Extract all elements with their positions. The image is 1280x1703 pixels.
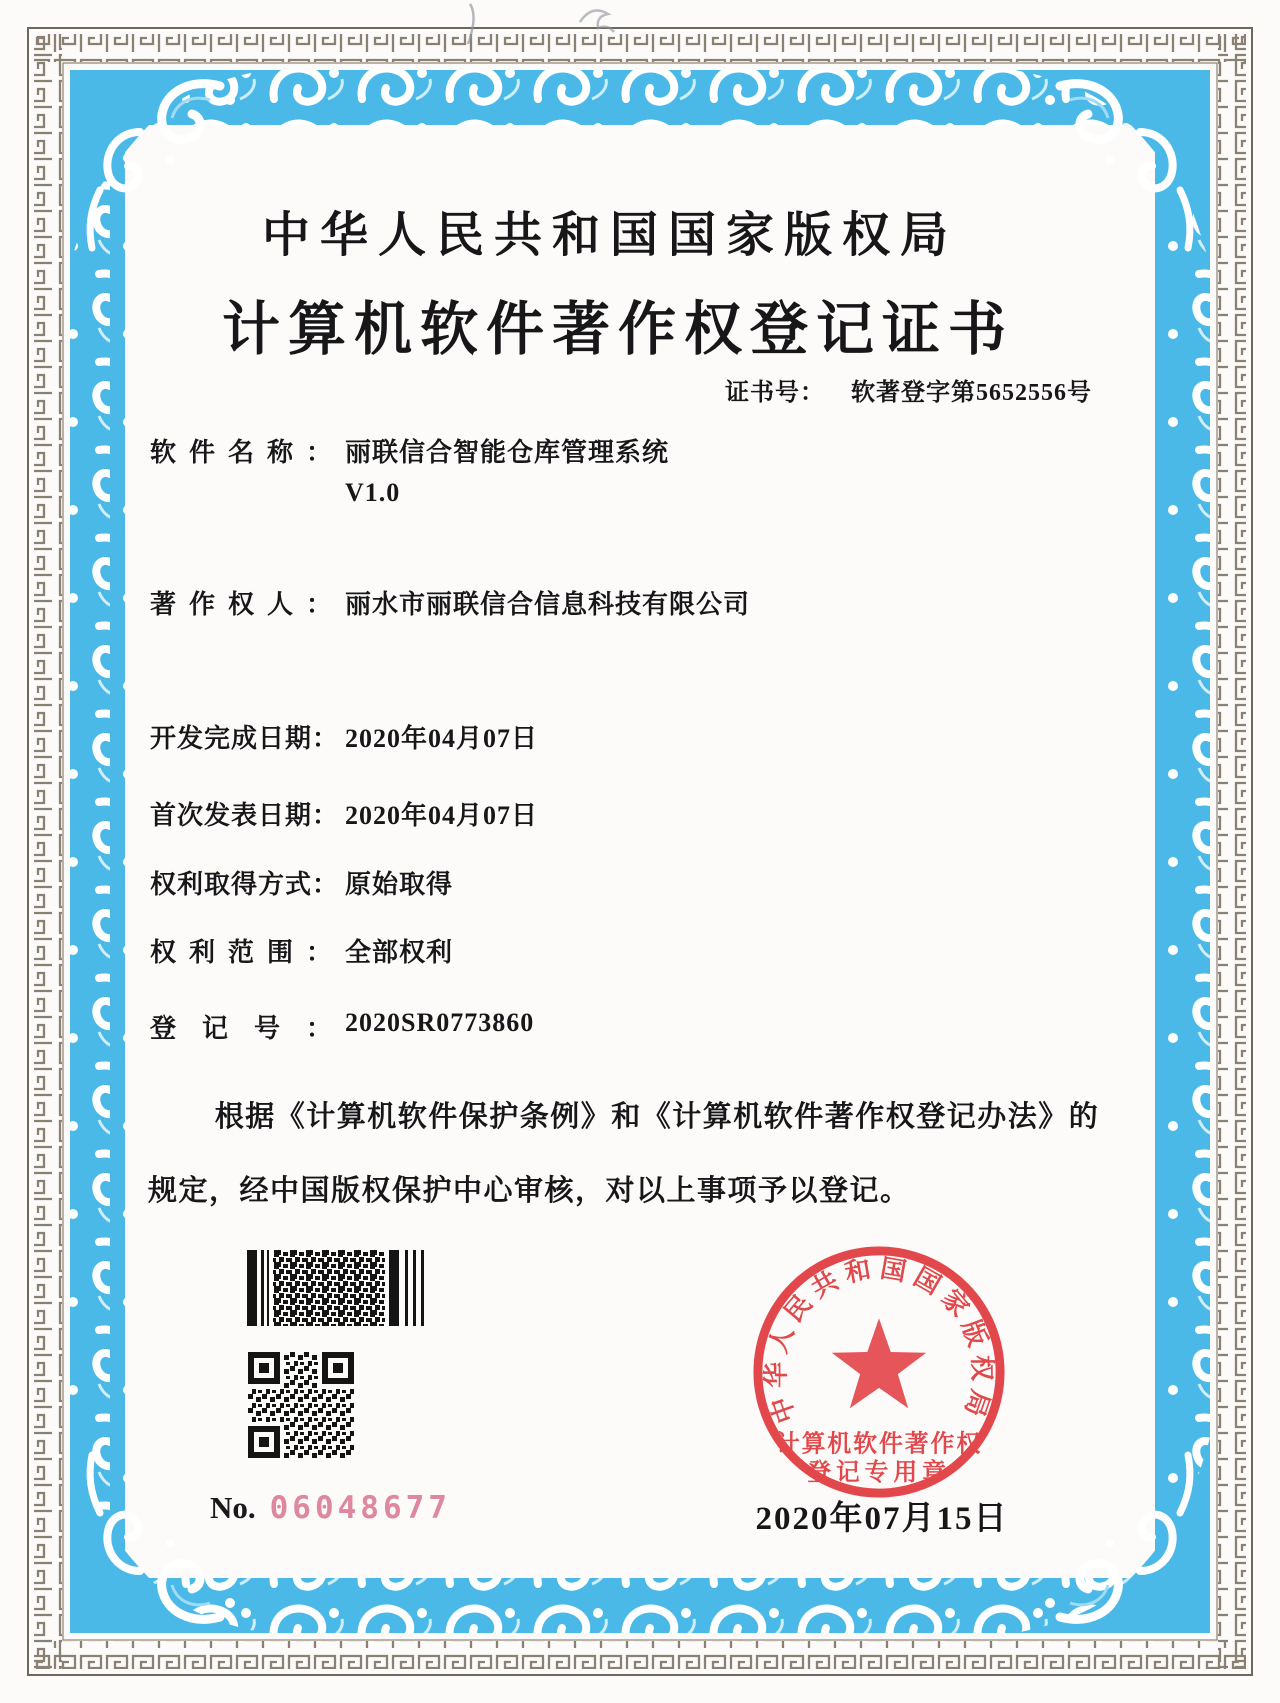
field-value: 丽水市丽联信合信息科技有限公司: [345, 590, 751, 619]
seal-line-1: 计算机软件著作权: [775, 1431, 983, 1458]
field-row-copyright-owner: [150, 584, 751, 621]
certificate-number-value: 软著登字第5652556号: [851, 380, 1092, 406]
qr-code: [248, 1352, 354, 1458]
serial-number: [210, 1490, 451, 1526]
issue-date: 2020年07月15日: [755, 1501, 1009, 1537]
certificate-number-label: 证书号：: [725, 380, 825, 406]
statement-line-1: 根据《计算机软件保护条例》和《计算机软件著作权登记办法》的: [214, 1101, 1100, 1133]
seal-ring-text: 中华人民共和国国家版权局: [761, 1253, 997, 1427]
statement-line-2: 规定，经中国版权保护中心审核，对以上事项予以登记。: [148, 1175, 911, 1207]
certificate-title: 计算机软件著作权登记证书: [221, 297, 1015, 362]
pen-marks: [430, 0, 710, 52]
barcode-2d: [245, 1250, 433, 1326]
field-label: 登记号：: [150, 1014, 359, 1043]
serial-label: No.: [210, 1490, 256, 1525]
field-value: 2020SR0773860: [345, 1008, 535, 1037]
field-row-first-publish-date: [150, 795, 539, 832]
field-label: 著作权人：: [150, 590, 346, 619]
field-label: 软件名称：: [150, 438, 346, 467]
field-row-dev-complete-date: [150, 718, 539, 755]
seal-star-icon: [832, 1318, 926, 1408]
field-label: 首次发表日期：: [150, 801, 340, 830]
field-row-registration-number: [150, 1008, 535, 1045]
official-seal: [748, 1241, 1010, 1503]
field-value: 2020年04月07日: [345, 724, 539, 753]
field-value: 2020年04月07日: [345, 801, 539, 830]
field-row-software-name: [150, 432, 670, 507]
field-row-rights-acquisition: [150, 864, 454, 901]
field-value: 原始取得: [345, 870, 454, 899]
field-label: 权利范围：: [150, 938, 346, 967]
field-label: 开发完成日期：: [150, 724, 340, 753]
authority-title: 中华人民共和国国家版权局: [261, 209, 959, 262]
field-value: 全部权利: [345, 938, 454, 967]
field-row-rights-scope: [150, 932, 454, 969]
certificate-number: [725, 372, 1092, 407]
serial-digits: 06048677: [269, 1490, 451, 1526]
software-version: V1.0: [345, 478, 401, 507]
seal-line-2: 登记专用章: [807, 1460, 951, 1487]
field-value: 丽联信合智能仓库管理系统: [345, 438, 670, 467]
field-label: 权利取得方式：: [150, 870, 340, 899]
